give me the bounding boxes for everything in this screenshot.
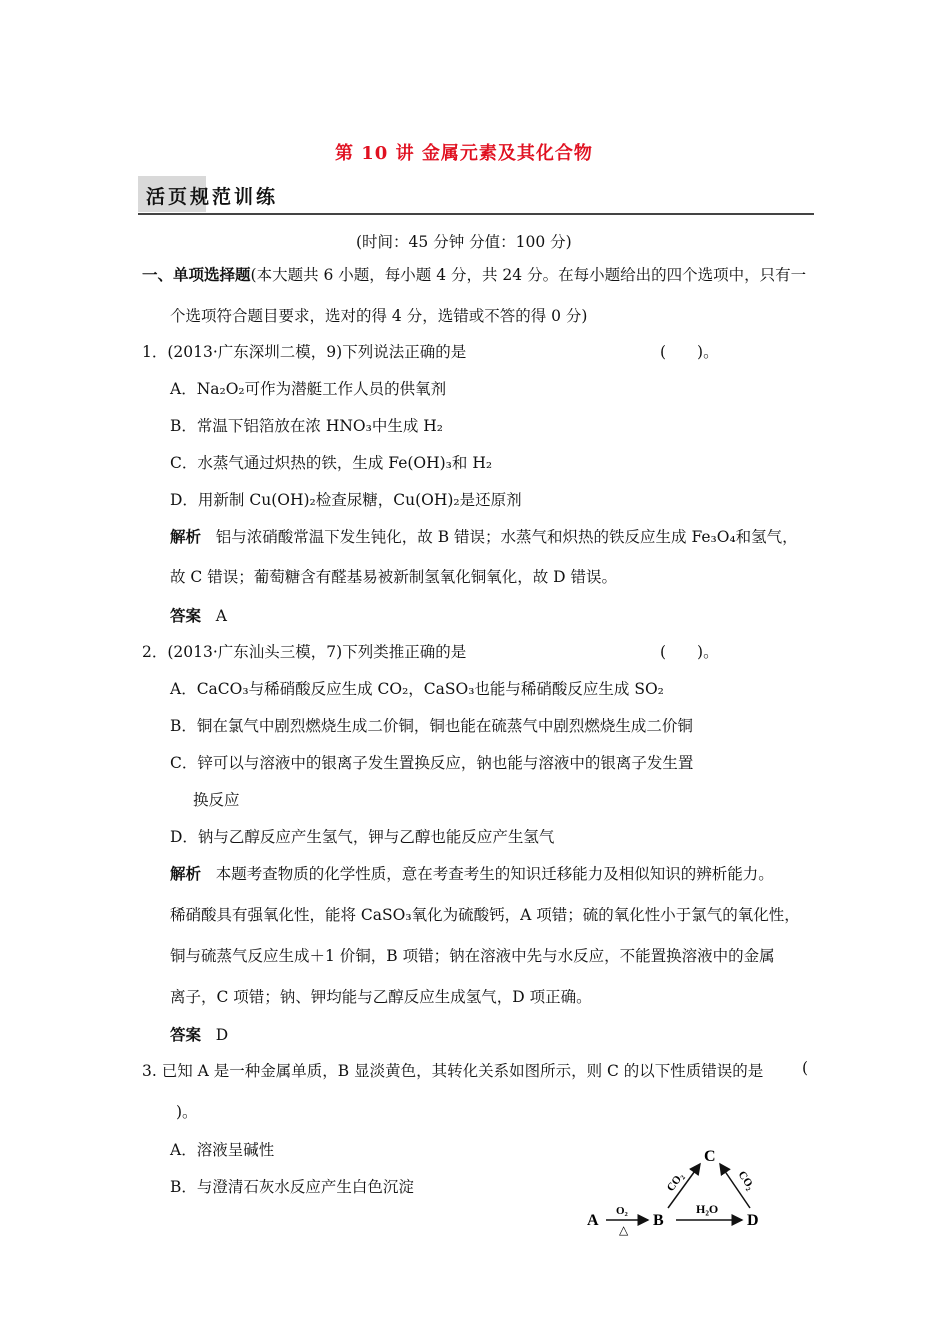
q1-answer-line: [170, 604, 227, 626]
q2-answer-blank: ( )。: [660, 643, 719, 661]
arrow-d-c-label: CO₂: [735, 1168, 757, 1193]
q2-answer: D: [215, 1026, 229, 1044]
node-b: B: [653, 1212, 664, 1229]
q2-analysis-text-1: 本题考查物质的化学性质，意在考查考生的知识迁移能力及相似知识的辨析能力。: [215, 865, 774, 883]
q2-option-b: B．铜在氯气中剧烈燃烧生成二价铜，铜也能在硫蒸气中剧烈燃烧生成二价铜: [170, 717, 693, 735]
arrow-b-c-label: CO₂: [664, 1170, 687, 1194]
q1-analysis-text-1: 铝与浓硝酸常温下发生钝化，故 B 错误；水蒸气和炽热的铁反应生成 Fe₃O₄和氢气，: [215, 528, 798, 546]
section-banner: 活页规范训练: [146, 186, 279, 208]
arrow-a-b-bottom-label: △: [619, 1223, 629, 1237]
divider: [138, 213, 814, 215]
q2-analysis-text-2: 稀硝酸具有强氧化性，能将 CaSO₃氧化为硫酸钙，A 项错；硫的氧化性小于氯气的氧化性，: [170, 906, 800, 924]
node-a: A: [587, 1212, 599, 1229]
q1-analysis-label: 解析: [170, 527, 202, 546]
q2-analysis-line-1: [170, 862, 774, 884]
section-heading: 一、单项选择题: [142, 265, 251, 284]
q1-stem: 1．(2013·广东深圳二模，9)下列说法正确的是: [142, 343, 467, 361]
q2-answer-label: 答案: [170, 1025, 202, 1044]
q1-option-a: A．Na₂O₂可作为潜艇工作人员的供氧剂: [170, 380, 447, 398]
q2-analysis-label: 解析: [170, 864, 202, 883]
q3-paren-close: )。: [176, 1103, 198, 1121]
q2-answer-line: [170, 1023, 228, 1045]
arrow-b-d-label: H₂O: [696, 1202, 719, 1216]
q3-paren-open: (: [802, 1059, 809, 1077]
q2-stem: 2．(2013·广东汕头三模，7)下列类推正确的是: [142, 643, 467, 661]
q3-stem: 3. 已知 A 是一种金属单质，B 显淡黄色，其转化关系如图所示，则 C 的以下性质错误的是: [142, 1062, 764, 1080]
q2-option-c-2: 换反应: [193, 791, 240, 809]
reaction-diagram: [580, 1140, 780, 1240]
q2-option-a: A．CaCO₃与稀硝酸反应生成 CO₂，CaSO₃也能与稀硝酸反应生成 SO₂: [170, 680, 664, 698]
q2-option-c-1: C．锌可以与溶液中的银离子发生置换反应，钠也能与溶液中的银离子发生置: [170, 754, 694, 772]
q1-analysis-line-1: [170, 525, 798, 547]
node-c: C: [704, 1148, 716, 1165]
q1-answer-label: 答案: [170, 606, 202, 625]
section-heading-line: [142, 263, 806, 285]
q3-option-b: B．与澄清石灰水反应产生白色沉淀: [170, 1178, 414, 1196]
time-info: (时间：45 分钟 分值：100 分): [356, 233, 572, 251]
section-desc-2: 个选项符合题目要求，选对的得 4 分，选错或不答的得 0 分): [170, 307, 588, 325]
node-d: D: [747, 1212, 759, 1229]
q2-analysis-text-4: 离子，C 项错；钠、钾均能与乙醇反应生成氢气，D 项正确。: [170, 988, 592, 1006]
arrow-a-b-top-label: O₂: [616, 1205, 628, 1217]
q1-option-c: C．水蒸气通过炽热的铁，生成 Fe(OH)₃和 H₂: [170, 454, 493, 472]
q2-analysis-text-3: 铜与硫蒸气反应生成＋1 价铜，B 项错；钠在溶液中先与水反应，不能置换溶液中的金属: [170, 947, 775, 965]
q1-analysis-text-2: 故 C 错误；葡萄糖含有醛基易被新制氢氧化铜氧化，故 D 错误。: [170, 568, 617, 586]
q2-option-d: D．钠与乙醇反应产生氢气，钾与乙醇也能反应产生氢气: [170, 828, 555, 846]
page-title: 第 10 讲 金属元素及其化合物: [335, 143, 593, 164]
q1-option-d: D．用新制 Cu(OH)₂检查尿糖，Cu(OH)₂是还原剂: [170, 491, 522, 509]
q1-option-b: B．常温下铝箔放在浓 HNO₃中生成 H₂: [170, 417, 443, 435]
q1-answer: A: [215, 607, 227, 625]
section-desc-1: (本大题共 6 小题，每小题 4 分，共 24 分。在每小题给出的四个选项中，只有一: [250, 266, 807, 284]
q3-option-a: A．溶液呈碱性: [170, 1141, 275, 1159]
q1-answer-blank: ( )。: [660, 343, 719, 361]
